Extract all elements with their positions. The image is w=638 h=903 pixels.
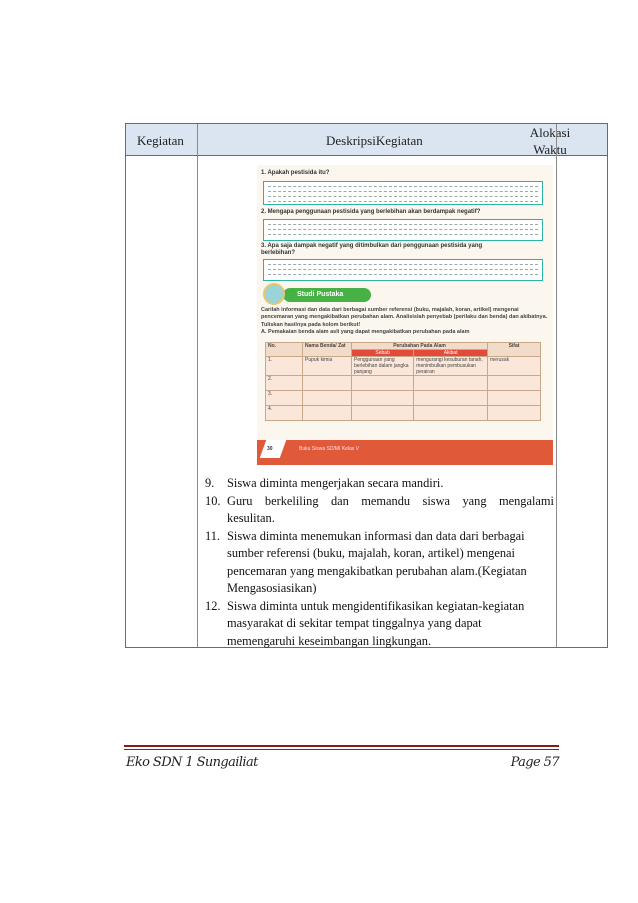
list-item: [205, 475, 554, 493]
step-number: 10.: [205, 493, 221, 508]
book-page-number: 30: [267, 446, 273, 452]
footer-rule-thin: [124, 749, 559, 750]
table-cell: [414, 376, 488, 391]
step-text: Guru berkeliling dan memandu siswa yang mengalami: [227, 493, 554, 508]
table-cell: [352, 391, 414, 406]
book-th-no: No.: [266, 343, 303, 357]
table-row: [266, 391, 541, 406]
table-cell: [303, 391, 352, 406]
book-paragraph: [261, 307, 549, 337]
studi-pustaka-label: Studi Pustaka: [283, 288, 371, 302]
table-cell: 3.: [266, 391, 303, 406]
table-cell: [414, 391, 488, 406]
table-cell: mengurangi kesuburan tanah, menimbulkan pembusukan perairan: [414, 357, 488, 376]
question-3: 3. Apa saja dampak negatif yang ditimbulkan dari penggunaan pestisida yang: [261, 243, 483, 249]
table-cell: [303, 376, 352, 391]
answer-box: [263, 259, 543, 281]
book-th-perubahan: Perubahan Pada Alam: [352, 343, 488, 350]
book-instruction: A. Pemakaian benda alam asli yang dapat mengakibatkan perubahan pada alam: [261, 329, 470, 336]
header-alokasi: [521, 124, 579, 158]
step-text: Siswa diminta mengerjakan secara mandiri.: [227, 476, 444, 490]
table-cell: [488, 391, 541, 406]
footer-author: Eko SDN 1 Sungailiat: [126, 755, 258, 770]
question-1: 1. Apakah pestisida itu?: [261, 170, 330, 176]
table-row: [266, 376, 541, 391]
table-cell: Pupuk kimia: [303, 357, 352, 376]
footer-rule: [124, 745, 559, 747]
book-paragraph-text: Carilah informasi dan data dari berbagai sumber referensi (buku, majalah, koran, artikel) mengenai pencemaran yang mengakibatkan perubahan alam. Analisislah penyebab (perilaku dan benda) dan akibatnya. Tuliskan hasilnya pada kolom berikut!: [261, 307, 548, 328]
activity-steps: [205, 475, 554, 650]
table-cell: [352, 376, 414, 391]
book-th-sebab: Sebab: [352, 350, 414, 357]
book-th-sifat: Sifat: [488, 343, 541, 357]
step-number: 11.: [205, 528, 221, 543]
table-row: [266, 357, 541, 376]
book-footer-text: Buku Siswa SD/MI Kelas V: [299, 446, 360, 452]
answer-box: [263, 219, 543, 241]
table-cell: [352, 406, 414, 421]
header-alokasi-line1: Alokasi: [529, 125, 571, 140]
header-kegiatan: Kegiatan: [137, 133, 184, 148]
step-text: Siswa diminta untuk mengidentifikasikan kegiatan-kegiatan masyarakat di sekitar tempat tinggalnya yang dapat memengaruhi keseimbangan lingkungan.: [227, 598, 525, 648]
book-th-nama: Nama Benda/ Zat: [303, 343, 352, 357]
table-cell: [488, 406, 541, 421]
studi-pustaka-icon: [263, 283, 285, 305]
table-cell: [303, 406, 352, 421]
column-divider: [556, 124, 557, 647]
step-text-cont: kesulitan.: [227, 511, 275, 525]
table-cell: 4.: [266, 406, 303, 421]
book-table: [265, 342, 541, 421]
question-2: 2. Mengapa penggunaan pestisida yang berlebihan akan berdampak negatif?: [261, 209, 481, 215]
table-cell: 1.: [266, 357, 303, 376]
book-th-akibat: Akibat: [414, 350, 488, 357]
table-cell: 2.: [266, 376, 303, 391]
table-row: [266, 406, 541, 421]
table-header-row: [126, 124, 607, 156]
question-3-cont: berlebihan?: [261, 250, 296, 256]
header-deskripsi: DeskripsiKegiatan: [326, 133, 423, 148]
table-cell: [414, 406, 488, 421]
textbook-excerpt-image: [257, 165, 553, 465]
step-text: Siswa diminta menemukan informasi dan data dari berbagai sumber referensi (buku, majalah, koran, artikel) mengenai pencemaran yang mengakibatkan perubahan alam.(Kegiatan Mengasosiasikan): [227, 528, 527, 595]
book-footer-band: [257, 440, 553, 465]
step-number: 12.: [205, 598, 221, 613]
table-cell: merusak: [488, 357, 541, 376]
table-cell: Penggunaan yang berlebihan dalam jangka panjang: [352, 357, 414, 376]
list-item: [205, 493, 554, 528]
column-divider: [197, 124, 198, 647]
footer-page-number: Page 57: [510, 755, 559, 770]
header-alokasi-line2: Waktu: [533, 142, 567, 157]
step-number: 9.: [205, 476, 215, 490]
list-item: [205, 528, 554, 598]
list-item: [205, 598, 554, 651]
table-cell: [488, 376, 541, 391]
answer-box: [263, 181, 543, 205]
